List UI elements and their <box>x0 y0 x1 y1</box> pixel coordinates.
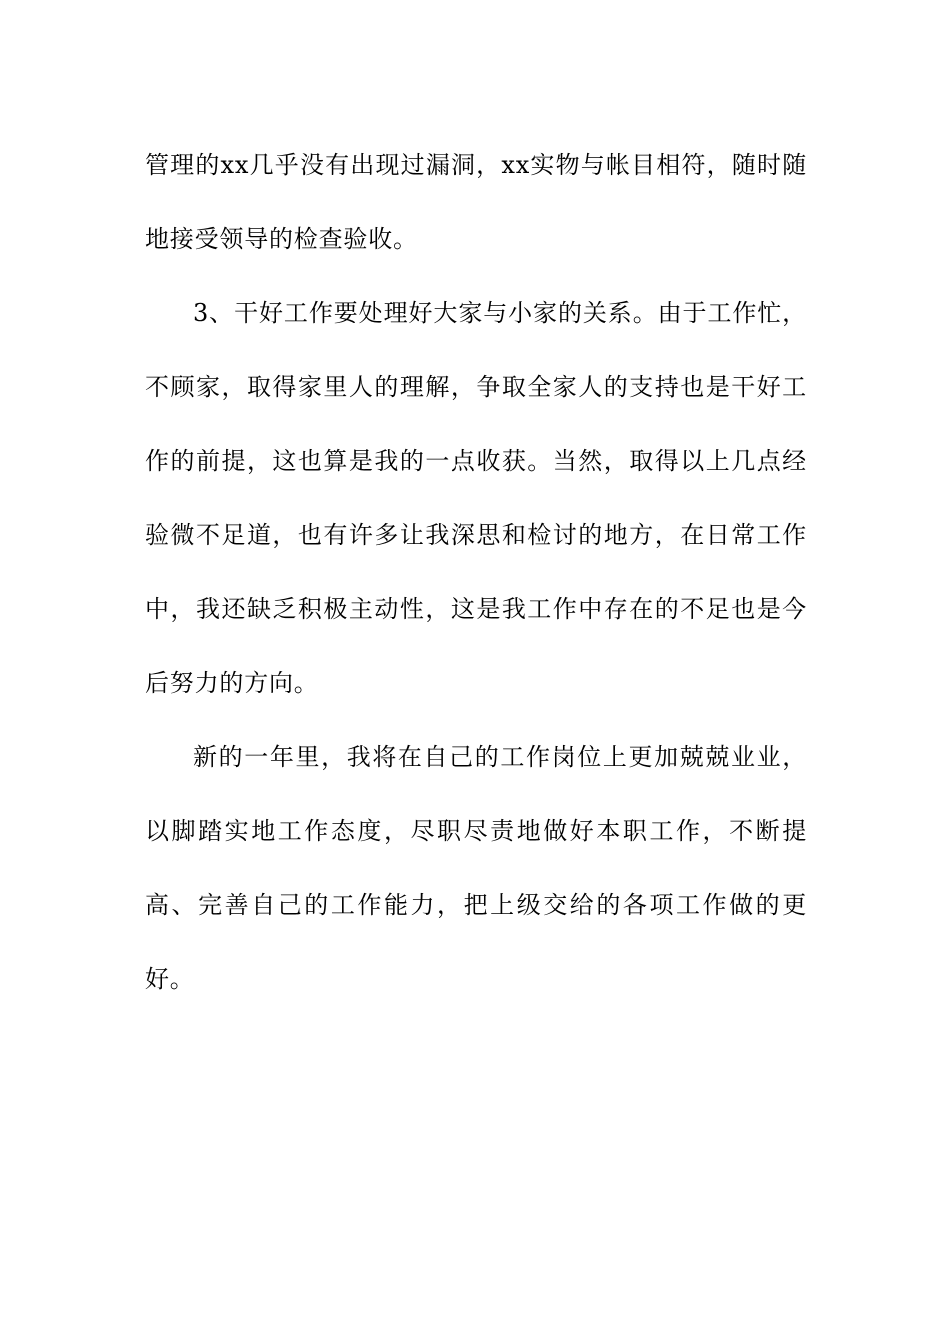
paragraph-continued: 管理的xx几乎没有出现过漏洞，xx实物与帐目相符，随时随地接受领导的检查验收。 <box>145 151 807 253</box>
paragraph-work-family-balance: 3、干好工作要处理好大家与小家的关系。由于工作忙，不顾家，取得家里人的理解，争取全家人的支持也是干好工作的前提，这也算是我的一点收获。当然，取得以上几点经验微不足道，也有许多让我深思和检讨的地方，在日常工作中，我还缺乏积极主动性，这是我工作中存在的不足也是今后努力的方向。 <box>145 299 807 697</box>
document-body <box>145 128 807 1016</box>
paragraph-new-year-plan: 新的一年里，我将在自己的工作岗位上更加兢兢业业，以脚踏实地工作态度，尽职尽责地做好本职工作，不断提高、完善自己的工作能力，把上级交给的各项工作做的更好。 <box>145 743 807 993</box>
